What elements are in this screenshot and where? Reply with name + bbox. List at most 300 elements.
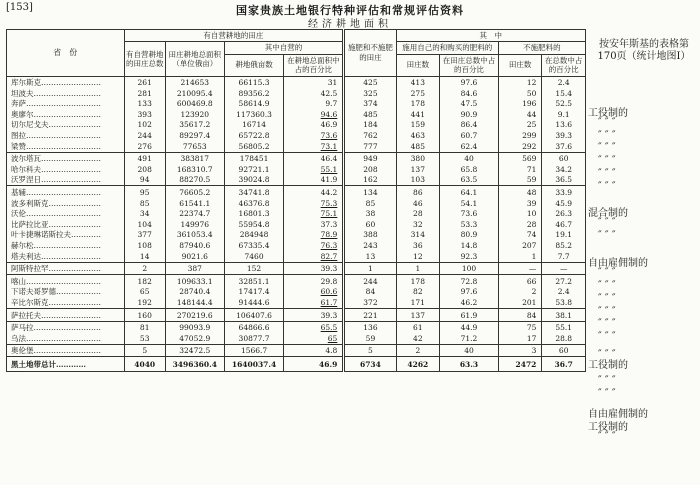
province-name-cell: 哈尔科夫…………………… [7,164,125,175]
side-label: ″ ″ ″ [598,155,616,166]
page-subtitle: 经济耕地面积 [308,19,392,30]
value-cell: 425 [344,76,396,88]
value-cell: 377 [124,230,165,241]
value-cell: 30877.7 [224,333,284,344]
value-cell: 182 [124,275,165,287]
value-cell: 12 [498,76,542,88]
header-estates-no: 田庄数 [396,54,440,76]
value-cell: 221 [344,308,396,321]
value-cell: 84 [498,308,542,321]
value-cell: 32851.1 [224,275,284,287]
value-cell: 441 [396,109,440,120]
table-body [7,76,586,372]
province-name-cell: 库尔斯克…………………… [7,76,125,88]
table-row [7,99,586,110]
value-cell: 60 [542,152,586,164]
value-cell: 28740.4 [165,287,224,298]
value-cell: 46376.8 [224,198,284,209]
value-cell: 85.2 [542,240,586,251]
value-cell: — [498,262,542,275]
value-cell: 37.3 [284,219,344,230]
value-cell: 1 [344,262,396,275]
value-cell: 314 [396,230,440,241]
value-cell: 46.9 [284,120,344,131]
value-cell: 52.5 [542,99,586,110]
province-name-cell: 奥伦堡……………………… [7,344,125,357]
value-cell: 71.2 [440,333,499,344]
header-estate-area: 田庄耕地总面积（单位俄亩） [165,42,224,76]
value-cell: 60 [542,344,586,357]
total-value-cell: 2472 [498,357,542,372]
value-cell: 54.1 [440,198,499,209]
value-cell: 61.9 [440,308,499,321]
value-cell: 44.9 [440,321,499,333]
value-cell: 243 [344,240,396,251]
value-cell: 27.2 [542,275,586,287]
table-row [7,130,586,141]
value-cell: 28 [396,209,440,220]
value-cell: 86 [396,186,440,198]
value-cell: 36.5 [542,175,586,186]
table-row [7,344,586,357]
value-cell: 64866.6 [224,321,284,333]
value-cell: 65 [284,333,344,344]
value-cell: 106407.6 [224,308,284,321]
value-cell: 85 [124,198,165,209]
province-name-cell: 切尔尼戈夫………………… [7,120,125,131]
value-cell: 75 [498,321,542,333]
value-cell: 208 [124,164,165,175]
table-row [7,251,586,262]
province-name-cell: 波多利斯克………………… [7,198,125,209]
value-cell: 60.7 [440,130,499,141]
value-cell: 5 [124,344,165,357]
value-cell: 33.9 [542,186,586,198]
page-title: 国家贵族土地银行特种评估和常规评估资料 [236,4,464,17]
value-cell: 60.6 [284,287,344,298]
value-cell: 73.6 [284,130,344,141]
value-cell: 42 [396,333,440,344]
side-label: ″ ″ ″ [598,293,616,304]
value-cell: 393 [124,109,165,120]
value-cell: 60 [344,219,396,230]
total-value-cell: 36.7 [542,357,586,372]
value-cell: 66 [498,275,542,287]
total-label: 黑土地带总计………… [7,357,125,372]
value-cell: 46.2 [440,297,499,308]
side-label: ″ ″ ″ [598,280,616,291]
value-cell: 123920 [165,109,224,120]
side-label: 自由雇佣制的 [588,258,648,269]
value-cell: 388 [344,230,396,241]
table-row [7,198,586,209]
value-cell: 2.4 [542,76,586,88]
value-cell: 2.4 [542,287,586,298]
value-cell: 149976 [165,219,224,230]
value-cell: 160 [124,308,165,321]
value-cell: 39.3 [284,308,344,321]
value-cell: 76605.2 [165,186,224,198]
value-cell: 39024.8 [224,175,284,186]
value-cell: 81 [124,321,165,333]
province-name-cell: 奔萨………………………… [7,99,125,110]
value-cell: 65 [124,287,165,298]
side-label: ″ ″ ″ [598,117,616,128]
value-cell: 84 [344,287,396,298]
value-cell: 41.9 [284,175,344,186]
total-value-cell: 4262 [396,357,440,372]
value-cell: 91444.6 [224,297,284,308]
value-cell: 207 [498,240,542,251]
value-cell: 19.1 [542,230,586,241]
value-cell: 208 [344,164,396,175]
side-label: 工役制的 [588,422,628,433]
value-cell: 14.8 [440,240,499,251]
side-label: 工役制的 [588,108,628,119]
value-cell: 413 [396,76,440,88]
value-cell: 59 [344,333,396,344]
value-cell: 372 [344,297,396,308]
value-cell: 99093.9 [165,321,224,333]
value-cell: 569 [498,152,542,164]
value-cell: 67335.4 [224,240,284,251]
province-name-cell: 塔夫利达…………………… [7,251,125,262]
value-cell: 133 [124,99,165,110]
value-cell: 485 [344,109,396,120]
value-cell: 26.3 [542,209,586,220]
province-name-cell: 基辅………………………… [7,186,125,198]
value-cell: 50 [498,88,542,99]
value-cell: 1 [396,262,440,275]
value-cell: 65.5 [284,321,344,333]
value-cell: 100 [440,262,499,275]
side-label: ″ ″ ″ [598,318,616,329]
header-self-operated: 其中自营的 [224,42,344,54]
province-name-cell: 喀山………………………… [7,275,125,287]
value-cell: 71 [498,164,542,175]
value-cell: 22374.7 [165,209,224,220]
province-name-cell: 奥廖尔……………………… [7,109,125,120]
value-cell: 78.9 [284,230,344,241]
value-cell: 44.2 [284,186,344,198]
province-name-cell: 比萨拉比亚………………… [7,219,125,230]
value-cell: 97.6 [440,287,499,298]
value-cell: 214653 [165,76,224,88]
value-cell: 36 [396,240,440,251]
table-row [7,76,586,88]
value-cell: 137 [396,164,440,175]
value-cell: 102 [124,120,165,131]
value-cell: 25 [498,120,542,131]
value-cell: 16801.3 [224,209,284,220]
value-cell: 73.6 [440,209,499,220]
table-row [7,209,586,220]
value-cell: 275 [396,88,440,99]
header-not-fertilized: 不施肥料的 [498,42,585,54]
value-cell: 89297.4 [165,130,224,141]
side-label: ″ ″ ″ [598,375,616,386]
header-pct-in-total-estates: 在田庄总数中占的百分比 [440,54,499,76]
province-name-cell: 沃罗涅日…………………… [7,175,125,186]
value-cell: 380 [396,152,440,164]
value-cell: 2 [124,262,165,275]
table-row [7,164,586,175]
value-cell: 201 [498,297,542,308]
table-row [7,88,586,99]
estate-data-table [6,29,586,372]
value-cell: 39 [498,198,542,209]
table-row [7,120,586,131]
value-cell: 134 [344,186,396,198]
province-name-cell: 萨拉托夫…………………… [7,308,125,321]
value-cell: 46 [396,198,440,209]
value-cell: 168310.7 [165,164,224,175]
table-row [7,287,586,298]
value-cell: 28 [498,219,542,230]
side-label: ″ ″ ″ [598,217,616,228]
table-row [7,275,586,287]
side-label: ″ ″ ″ [598,349,616,360]
value-cell: 55.1 [284,164,344,175]
table-row [7,186,586,198]
table-row [7,109,586,120]
side-label: ″ ″ ″ [598,431,616,442]
value-cell: 949 [344,152,396,164]
value-cell: 184 [344,120,396,131]
table-row [7,230,586,241]
value-cell: 196 [498,99,542,110]
value-cell: 152 [224,262,284,275]
side-label: 工役制的 [588,360,628,371]
value-cell: 17417.4 [224,287,284,298]
value-cell: 117360.3 [224,109,284,120]
value-cell: 210095.4 [165,88,224,99]
value-cell: 3 [498,344,542,357]
value-cell: 17 [498,333,542,344]
value-cell: 387 [165,262,224,275]
value-cell: 55954.8 [224,219,284,230]
value-cell: 777 [344,141,396,152]
value-cell: 2 [498,287,542,298]
value-cell: 325 [344,88,396,99]
value-cell: 94 [124,175,165,186]
value-cell: 137 [396,308,440,321]
value-cell: 72.8 [440,275,499,287]
province-name-cell: 赫尔松……………………… [7,240,125,251]
value-cell: 61 [396,321,440,333]
province-name-cell: 梁赞………………………… [7,141,125,152]
value-cell: 42.5 [284,88,344,99]
value-cell: 88270.5 [165,175,224,186]
total-value-cell: 4040 [124,357,165,372]
value-cell: 44 [498,109,542,120]
value-cell: 74 [498,230,542,241]
value-cell: 89356.2 [224,88,284,99]
value-cell: 40 [440,344,499,357]
value-cell: 13.6 [542,120,586,131]
value-cell: 270219.6 [165,308,224,321]
side-note: 按安年斯基的表格第170页（统计地图I） [597,39,691,62]
province-name-cell: 波尔塔瓦…………………… [7,152,125,164]
value-cell: 34 [124,209,165,220]
side-label: ″ ″ ″ [598,331,616,342]
header-fertilized-estates: 施肥和不施肥的田庄 [344,30,396,77]
table-row [7,297,586,308]
total-value-cell: 1640037.4 [224,357,284,372]
value-cell: 37.6 [542,141,586,152]
value-cell: 7.7 [542,251,586,262]
side-label: 自由雇佣制的 [588,409,648,420]
value-cell: 292 [498,141,542,152]
value-cell: 95 [124,186,165,198]
value-cell: 9021.6 [165,251,224,262]
side-label: ″ ″ ″ [598,181,616,192]
header-pct-in-total: 在总数中占的百分比 [542,54,586,76]
side-label: ″ ″ ″ [598,230,616,241]
value-cell: 46.4 [284,152,344,164]
header-estates-group: 有自营耕地的田庄 [124,30,344,42]
value-cell: 178 [396,275,440,287]
table-row [7,262,586,275]
header-of-which: 其 中 [396,30,585,42]
value-cell: 299 [498,130,542,141]
value-cell: 61541.1 [165,198,224,209]
side-label: ″ ″ ″ [598,267,616,278]
value-cell: 58614.9 [224,99,284,110]
total-value-cell: 3496360.4 [165,357,224,372]
value-cell: 284948 [224,230,284,241]
value-cell: 75.3 [284,198,344,209]
value-cell: 92.3 [440,251,499,262]
value-cell: 63.5 [440,175,499,186]
value-cell: 7460 [224,251,284,262]
value-cell: 762 [344,130,396,141]
header-own-purchased: 施用自己的和购买的肥料的 [396,42,498,54]
value-cell: 9.7 [284,99,344,110]
value-cell: 35617.2 [165,120,224,131]
header-province: 省 份 [7,30,125,77]
province-name-cell: 萨马拉……………………… [7,321,125,333]
value-cell: 76.3 [284,240,344,251]
value-cell: 55.1 [542,321,586,333]
value-cell: — [542,262,586,275]
value-cell: 77653 [165,141,224,152]
value-cell: 32 [396,219,440,230]
value-cell: 244 [124,130,165,141]
value-cell: 600469.8 [165,99,224,110]
side-label: 混合制的 [588,208,628,219]
value-cell: 108 [124,240,165,251]
value-cell: 383817 [165,152,224,164]
header-arable-area: 耕地俄亩数 [224,54,284,76]
value-cell: 47052.9 [165,333,224,344]
value-cell: 64.1 [440,186,499,198]
value-cell: 46.7 [542,219,586,230]
side-label: ″ ″ ″ [598,306,616,317]
table-row [7,333,586,344]
value-cell: 86.4 [440,120,499,131]
value-cell: 47.5 [440,99,499,110]
table-row [7,175,586,186]
value-cell: 38.1 [542,308,586,321]
value-cell: 66115.3 [224,76,284,88]
total-value-cell: 6734 [344,357,396,372]
value-cell: 39.3 [284,262,344,275]
side-label: ″ ″ ″ [598,130,616,141]
value-cell: 28.8 [542,333,586,344]
value-cell: 97.6 [440,76,499,88]
value-cell: 1 [498,251,542,262]
value-cell: 374 [344,99,396,110]
value-cell: 53.8 [542,297,586,308]
value-cell: 178451 [224,152,284,164]
value-cell: 9.1 [542,109,586,120]
side-label: ″ ″ ″ [598,142,616,153]
total-row [7,357,586,372]
value-cell: 65.8 [440,164,499,175]
value-cell: 53 [124,333,165,344]
table-row [7,152,586,164]
value-cell: 56805.2 [224,141,284,152]
value-cell: 10 [498,209,542,220]
value-cell: 12 [396,251,440,262]
value-cell: 84.6 [440,88,499,99]
province-name-cell: 沃伦………………………… [7,209,125,220]
table-row [7,240,586,251]
header-estates-count: 有自营耕地的田庄总数 [124,42,165,76]
value-cell: 244 [344,275,396,287]
value-cell: 75.1 [284,209,344,220]
value-cell: 59 [498,175,542,186]
value-cell: 276 [124,141,165,152]
value-cell: 45.9 [542,198,586,209]
header-pct-of-total: 在耕地总面积中占的百分比 [284,54,344,76]
total-value-cell: 63.3 [440,357,499,372]
value-cell: 109633.1 [165,275,224,287]
value-cell: 361053.4 [165,230,224,241]
province-name-cell: 乌法………………………… [7,333,125,344]
value-cell: 4.8 [284,344,344,357]
side-label: ″ ″ ″ [598,388,616,399]
value-cell: 53.3 [440,219,499,230]
value-cell: 13 [344,251,396,262]
value-cell: 82.7 [284,251,344,262]
value-cell: 14 [124,251,165,262]
value-cell: 73.1 [284,141,344,152]
value-cell: 38 [344,209,396,220]
value-cell: 29.8 [284,275,344,287]
value-cell: 159 [396,120,440,131]
province-name-cell: 坦波夫……………………… [7,88,125,99]
province-name-cell: 叶卡捷琳诺斯拉夫………… [7,230,125,241]
value-cell: 39.3 [542,130,586,141]
value-cell: 16714 [224,120,284,131]
table-row [7,308,586,321]
value-cell: 62.4 [440,141,499,152]
value-cell: 31 [284,76,344,88]
value-cell: 178 [396,99,440,110]
table-row [7,219,586,230]
value-cell: 92721.1 [224,164,284,175]
value-cell: 32472.5 [165,344,224,357]
table-row [7,321,586,333]
value-cell: 485 [396,141,440,152]
value-cell: 48 [498,186,542,198]
value-cell: 40 [440,152,499,164]
value-cell: 1566.7 [224,344,284,357]
value-cell: 162 [344,175,396,186]
value-cell: 261 [124,76,165,88]
